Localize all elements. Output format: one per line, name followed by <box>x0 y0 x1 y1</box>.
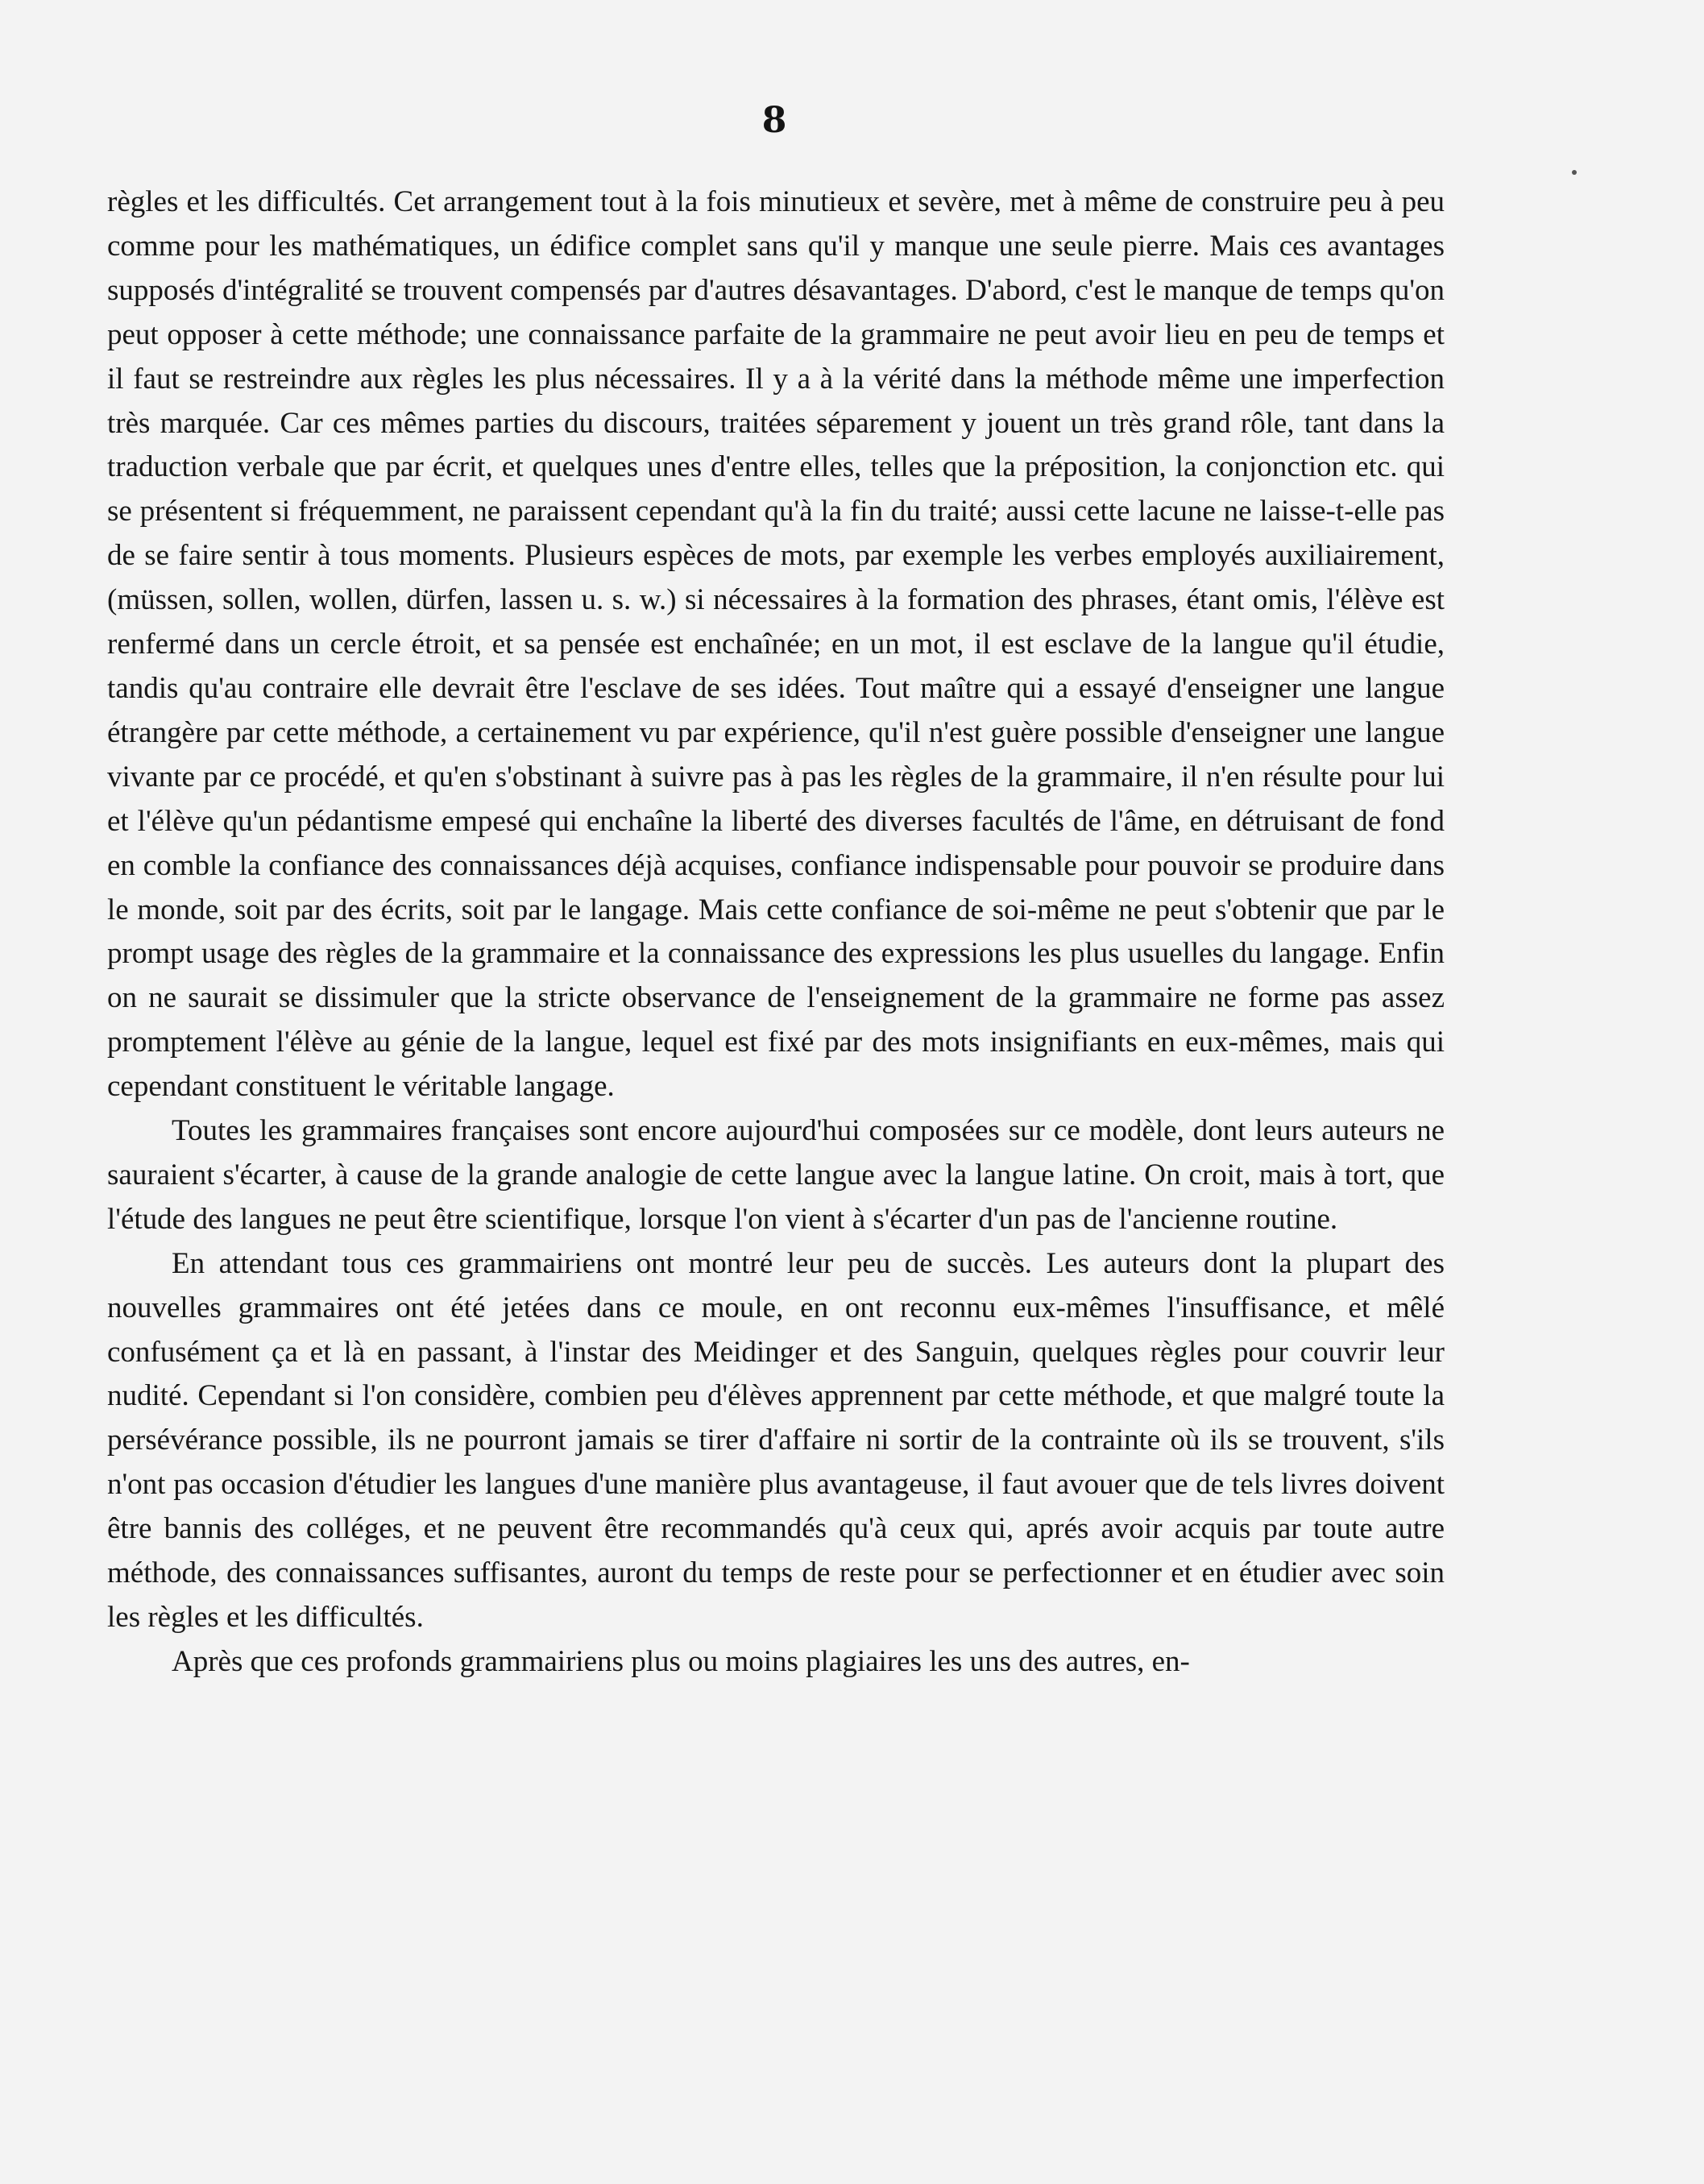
ink-speck <box>1572 170 1577 175</box>
paragraph-2: Toutes les grammaires françaises sont encore aujourd'hui composées sur ce modèle, dont leurs auteurs ne sauraient s'écarter, à cause de la grande analogie de cette langue avec la langue latine. On croit, mais à tort, que l'étude des langues ne peut être scientifique, lorsque l'on vient à s'écarter d'un pas de l'ancienne routine. <box>107 1114 1445 1236</box>
paragraph-1: règles et les difficultés. Cet arrangement tout à la fois minutieux et sevère, met à même de construire peu à peu comme pour les mathématiques, un édifice complet sans qu'il y manque une seule pierre. Mais ces avantages supposés d'intégralité se trouvent compensés par d'autres désavantages. D'abord, c'est le manque de temps qu'on peut opposer à cette méthode; une connaissance parfaite de la grammaire ne peut avoir lieu en peu de temps et il faut se restreindre aux règles les plus nécessaires. Il y a à la vérité dans la méthode même une imperfection très marquée. Car ces mêmes parties du discours, traitées séparement y jouent un très grand rôle, tant dans la traduction verbale que par écrit, et quelques unes d'entre elles, telles que la préposition, la conjonction etc. qui se présentent si fréquemment, ne paraissent cependant qu'à la fin du traité; aussi cette lacune ne laisse-t-elle pas de se faire sentir à tous moments. Plusieurs espèces de mots, par exemple les verbes employés auxiliairement, (müssen, sollen, wollen, dürfen, lassen u. s. w.) si nécessaires à la formation des phrases, étant omis, l'élève est renfermé dans un cercle étroit, et sa pensée est enchaînée; en un mot, il est esclave de la langue qu'il étudie, tandis qu'au contraire elle devrait être l'esclave de ses idées. Tout maître qui a essayé d'enseigner une langue étrangère par cette méthode, a certainement vu par expérience, qu'il n'est guère possible d'enseigner une langue vivante par ce procédé, et qu'en s'obstinant à suivre pas à pas les règles de la grammaire, il n'en résulte pour lui et l'élève qu'un pédantisme empesé qui enchaîne la liberté des diverses facultés de l'âme, en détruisant de fond en comble la confiance des connaissances déjà acquises, confiance indispensable pour pouvoir se produire dans le monde, soit par des écrits, soit par le langage. Mais cette confiance de soi-même ne peut s'obtenir que par le prompt usage des règles de la grammaire et la connaissance des expressions les plus usuelles du langage. Enfin on ne saurait se dissimuler que la stricte observance de l'enseignement de la grammaire ne forme pas assez promptement l'élève au génie de la langue, lequel est fixé par des mots insignifiants en eux-mêmes, mais qui cependant constituent le véritable langage. <box>107 185 1445 1104</box>
body-text <box>107 180 1445 1685</box>
page-number: 8 <box>761 100 787 141</box>
paragraph-3: En attendant tous ces grammairiens ont montré leur peu de succès. Les auteurs dont la plupart des nouvelles grammaires ont été jetées dans ce moule, en ont reconnu eux-mêmes l'insuffisance, et mêlé confusément ça et là en passant, à l'instar des Meidinger et des Sanguin, quelques règles pour couvrir leur nudité. Cependant si l'on considère, combien peu d'élèves apprennent par cette méthode, et que malgré toute la persévérance possible, ils ne pourront jamais se tirer d'affaire ni sortir de la contrainte où ils se trouvent, s'ils n'ont pas occasion d'étudier les langues d'une manière plus avantageuse, il faut avouer que de tels livres doivent être bannis des colléges, et ne peuvent être recommandés qu'à ceux qui, aprés avoir acquis par toute autre méthode, des connaissances suffisantes, auront du temps de reste pour se perfectionner et en étudier avec soin les règles et les difficultés. <box>107 1246 1445 1634</box>
paragraph-4: Après que ces profonds grammairiens plus ou moins plagiaires les uns des autres, en- <box>172 1644 1190 1678</box>
